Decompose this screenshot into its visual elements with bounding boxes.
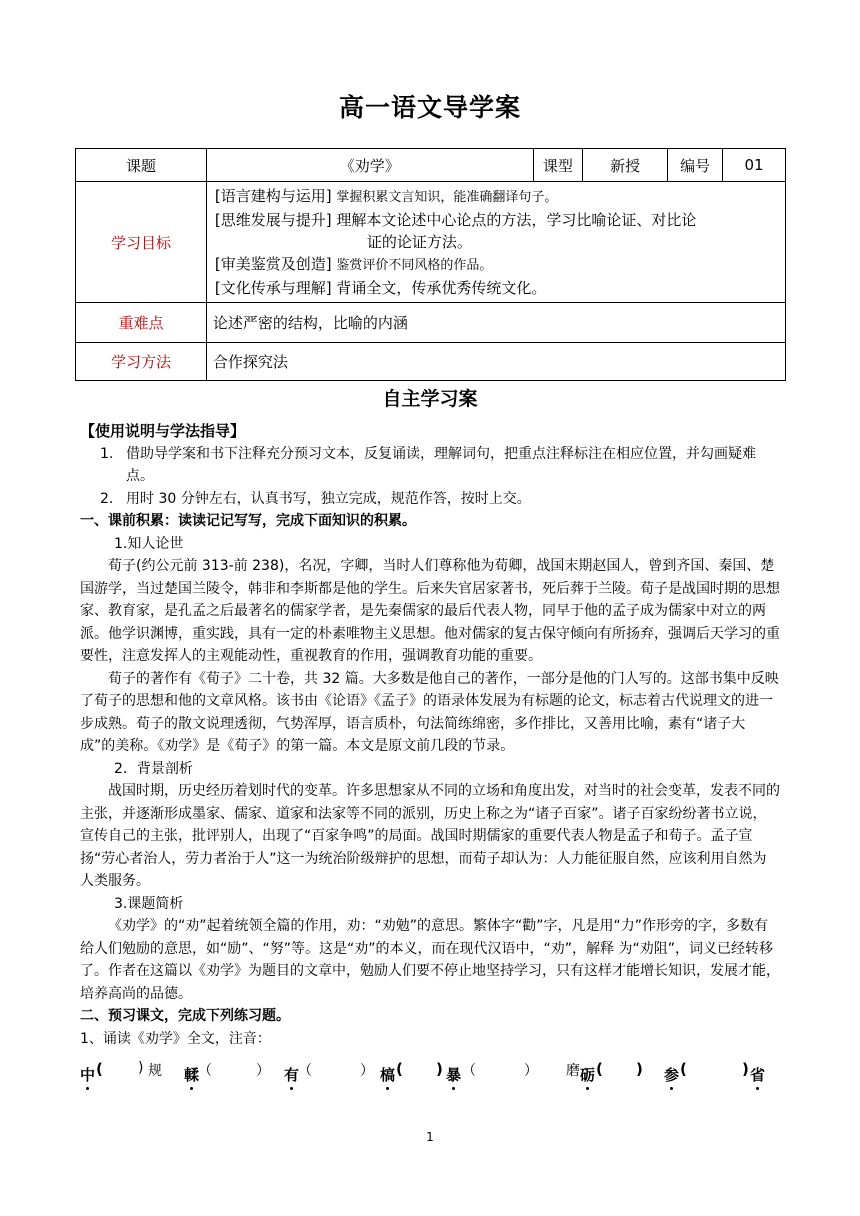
close-paren: ): [138, 1060, 144, 1076]
goal-tag: [文化传承与理解]: [214, 279, 332, 297]
goal-line: [215, 185, 777, 209]
goal-text: 背诵全文，传承优秀传统文化。: [336, 279, 547, 297]
page-title: 高一语文导学案: [338, 93, 521, 122]
open-paren: (: [680, 1060, 687, 1078]
paragraph: 战国时期，历史经历着划时代的变革。许多思想家从不同的立场和角度出发，对当时的社会变革，发表不同的主张，并逐渐形成墨家、儒家、道家和法家等不同的派别，历史上称之为“诸子百家”。诸子百家纷纷著书立说，宣传自己的主张，批评别人，出现了“百家争鸣”的局面。战国时期儒家的重要代表人物是孟子和荀子。孟子宣扬“劳心者治人，劳力者治于人”这一为统治阶级辩护的思想，而荀子却认为：人力能征服自然，应该利用自然为人类服务。: [80, 783, 780, 889]
item-number: 2.: [100, 490, 114, 507]
goal-tag: [语言建构与运用]: [214, 187, 332, 205]
open-paren: （: [298, 1063, 312, 1079]
goal-tag: [思维发展与提升]: [214, 211, 332, 229]
difficulty-value: 论述严密的结构，比喻的内涵: [206, 303, 785, 343]
part2-heading: 二、预习课文，完成下列练习题。: [80, 1008, 290, 1024]
goal-line: [215, 231, 777, 253]
subheading-background: 2．背景剖析: [114, 760, 193, 777]
paragraph: 荀子的著作有《荀子》二十卷，共 32 篇。大多数是他自己的著作，一部分是他的门人写的。这部书集中反映了荀子的思想和他的文章风格。该书由《论语》《孟子》的语录体发展为有标题的论文，标志着古代说理文的进一步成熟。荀子的散文说理透彻，气势浑厚，语言质朴，句法简练绵密，多作排比，又善用比喻，素有“诸子大成”的美称。《劝学》是《荀子》的第一篇。本文是原文前几段的节录。: [80, 670, 779, 754]
usage-item: [80, 488, 780, 511]
method-value: 合作探究法: [206, 343, 785, 381]
goal-text: 证的论证方法。: [366, 233, 472, 251]
topic-label: 课题: [76, 149, 207, 182]
number-value: 01: [723, 149, 786, 182]
subheading-title-analysis: 3.课题简析: [114, 895, 184, 912]
subheading-knowledge: 1.知人论世: [114, 535, 184, 552]
close-paren: ）: [524, 1063, 538, 1079]
close-paren: ): [436, 1060, 443, 1078]
pinyin-exercise-row: 中 ( ) 规 輮 （ ） 有 （ ） 槁 ( ) 暴 （ ） 磨 砺 ( ) 参 ( ) 省: [80, 1060, 766, 1084]
goals-cell: [206, 182, 785, 303]
method-label: 学习方法: [76, 343, 207, 381]
number-label: 编号: [668, 149, 723, 182]
usage-section: [80, 420, 780, 1050]
char-gui: 规: [148, 1063, 162, 1079]
goal-line: [215, 277, 777, 299]
goal-text: 鉴赏评价不同风格的作品。: [336, 258, 493, 273]
difficulty-label: 重难点: [76, 303, 207, 343]
item-text: 借助导学案和书下注释充分预习文本，反复诵读，理解词句，把重点注释标注在相应位置，并勾画疑难点。: [126, 445, 756, 484]
usage-heading: 【使用说明与学法指导】: [80, 422, 246, 440]
goal-text: 理解本文论述中心论点的方法，学习比喻论证、对比论: [336, 211, 697, 229]
usage-item: [80, 443, 780, 488]
topic-value: 《劝学》: [206, 149, 533, 182]
paragraph: 《劝学》的“劝”起着统领全篇的作用，劝：“劝勉”的意思。繁体字“勸”字，凡是用“力”作形旁的字，多数有给人们勉励的意思，如“励”、“努”等。这是“劝”的本义，而在现代汉语中，“劝”，解释 为“劝阻”，词义已经转移了。作者在这篇以《劝学》为题目的文章中，勉励人们要不停止地坚持学习，只有这样才能增长知识，发展才能，培养高尚的品德。: [80, 918, 780, 1002]
goals-label: 学习目标: [76, 182, 207, 303]
paragraph: 荀子(约公元前 313-前 238)，名况，字卿，当时人们尊称他为荀卿，战国末期赵国人，曾到齐国、秦国、楚国游学，当过楚国兰陵令，韩非和李斯都是他的学生。后来失官居家著书，死后葬于兰陵。荀子是战国时期的思想家、教育家，是孔孟之后最著名的儒家学者，是先秦儒家的最后代表人物，同早于他的孟子成为儒家中对立的两派。他学识渊博，重实践，具有一定的朴素唯物主义思想。他对儒家的复古保守倾向有所扬弃，强调后天学习的重要性，注意发挥人的主观能动性，重视教育的作用，强调教育功能的重要。: [80, 558, 780, 664]
open-paren: (: [396, 1060, 403, 1078]
item-number: 1.: [100, 445, 114, 462]
char-mo: 磨: [566, 1063, 580, 1079]
open-paren: (: [96, 1060, 103, 1078]
open-paren: （: [462, 1063, 476, 1079]
part1-heading: 一、课前积累：读读记记写写，完成下面知识的积累。: [80, 513, 416, 529]
close-paren: ）: [256, 1063, 270, 1079]
open-paren: (: [596, 1060, 603, 1078]
close-paren: ): [742, 1060, 749, 1078]
page-number: 1: [426, 1130, 434, 1144]
item-text: 用时 30 分钟左右，认真书写，独立完成，规范作答，按时上交。: [126, 490, 531, 507]
open-paren: （: [198, 1063, 212, 1079]
close-paren: ）: [360, 1063, 374, 1079]
goal-text: 掌握积累文言知识，能准确翻译句子。: [336, 190, 558, 205]
info-table: [75, 148, 786, 381]
goal-line: [215, 209, 777, 231]
type-value: 新授: [583, 149, 668, 182]
close-paren: ): [636, 1060, 643, 1078]
type-label: 课型: [533, 149, 582, 182]
question-1: 1、诵读《劝学》全文，注音：: [80, 1030, 271, 1047]
goal-line: [215, 253, 777, 277]
section-title: 自主学习案: [382, 388, 478, 410]
goal-tag: [审美鉴赏及创造]: [214, 255, 332, 273]
